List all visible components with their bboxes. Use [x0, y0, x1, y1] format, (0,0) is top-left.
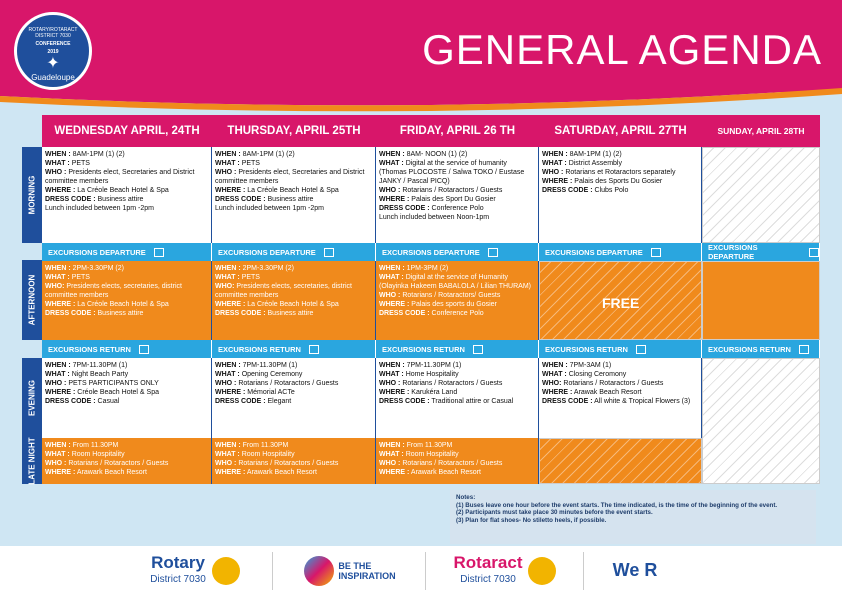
excursion-band: EXCURSIONS DEPARTURE: [539, 243, 702, 261]
map-icon: [154, 248, 164, 257]
excursion-band: EXCURSIONS DEPARTURE: [42, 243, 212, 261]
day-header: SATURDAY, APRIL 27TH: [539, 115, 702, 147]
map-icon: [324, 248, 334, 257]
bus-icon: [139, 345, 149, 354]
day-header: WEDNESDAY APRIL, 24TH: [42, 115, 212, 147]
excursion-band: EXCURSIONS RETURN: [539, 340, 702, 358]
late-night-cell: WHEN : From 11.30PM WHAT : Room Hospitality WHO : Rotarians / Rotaractors / Guests WHERE : Arawark Beach Resort: [42, 438, 212, 484]
excursion-band: EXCURSIONS RETURN: [702, 340, 820, 358]
morning-cell: WHEN : 8AM-1PM (1) (2) WHAT : PETS WHO : Presidents elect, Secretaries and District committee members WHERE : La Créole Beach Hotel & Spa DRESS CODE : Business attire Lunch included between 1pm -2pm: [212, 147, 376, 243]
morning-cell: WHEN : 8AM- NOON (1) (2) WHAT : Digital at the service of humanity (Thomas PLOCOSTE / Salwa TOKO / Eustase JANKY / Pascal PICQ) WHO : Rotarians / Rotaractors / Guests WHERE : Palais des Sport Du Gosier DRESS CODE : Conference Polo Lunch included between Noon-1pm: [376, 147, 539, 243]
rotaract-wheel-icon: [528, 557, 556, 585]
divider: [425, 552, 426, 590]
period-label: MORNING: [22, 147, 42, 243]
excursion-band: EXCURSIONS DEPARTURE: [702, 243, 820, 261]
excursion-band: EXCURSIONS DEPARTURE: [212, 243, 376, 261]
day-header: THURSDAY, APRIL 25TH: [212, 115, 376, 147]
afternoon-cell: WHEN : 2PM-3.30PM (2) WHAT : PETS WHO: Presidents elects, secretaries, district committee members WHERE : La Créole Beach Hotel & Spa DRESS CODE : Business attire: [212, 261, 376, 340]
footer-sponsors: [0, 546, 842, 595]
empty-cell: [702, 358, 820, 484]
period-label: AFTERNOON: [22, 260, 42, 340]
map-icon: [488, 248, 498, 257]
late-night-cell: WHEN : From 11.30PM WHAT : Room Hospitality WHO : Rotarians / Rotaractors / Guests WHERE : Arawark Beach Resort: [376, 438, 539, 484]
afternoon-cell: WHEN : 1PM-3PM (2) WHAT : Digital at the service of Humanity (Olayinka Hakeem BABALOLA / Lilian THURAM) WHO : Rotarians / Rotaractors/ Guests WHERE : Palais des sports du Gosier DRESS CODE : Conference Polo: [376, 261, 539, 340]
excursion-band: EXCURSIONS RETURN: [376, 340, 539, 358]
bus-icon: [309, 345, 319, 354]
hummingbird-icon: ✦: [46, 55, 60, 72]
empty-cell: [539, 438, 702, 484]
rotaract-logo: Rotaract District 7030: [435, 546, 575, 595]
map-icon: [651, 248, 661, 257]
divider: [272, 552, 273, 590]
evening-cell: WHEN : 7PM-11.30PM (1) WHAT : Opening Ceremony WHO : Rotarians / Rotaractors / Guests WHERE : Mémorial ACTe DRESS CODE : Elegant: [212, 358, 376, 438]
morning-cell: WHEN : 8AM-1PM (1) (2) WHAT : PETS WHO : Presidents elect, Secretaries and District committee members WHERE : La Créole Beach Hotel & Spa DRESS CODE : Business attire Lunch included between 1pm -2pm: [42, 147, 212, 243]
morning-cell: WHEN : 8AM-1PM (1) (2) WHAT : District Assembly WHO : Rotarians et Rotaractors separately WHERE : Palais des Sports Du Gosier DRESS CODE : Clubs Polo: [539, 147, 702, 243]
bus-icon: [636, 345, 646, 354]
excursion-band: EXCURSIONS RETURN: [42, 340, 212, 358]
agenda-grid: [22, 115, 820, 487]
we-r-logo: We R: [612, 560, 658, 580]
bus-icon: [473, 345, 483, 354]
evening-cell: WHEN : 7PM-11.30PM (1) WHAT : Home Hospitality WHO : Rotarians / Rotaractors / Guests WHERE : Karukéra Land DRESS CODE : Traditional attire or Casual: [376, 358, 539, 438]
map-icon: [809, 248, 819, 257]
empty-cell: [702, 261, 820, 340]
rotary-logo: Rotary District 7030: [130, 546, 260, 595]
excursion-band: EXCURSIONS DEPARTURE: [376, 243, 539, 261]
evening-cell: WHEN : 7PM-3AM (1) WHAT : Closing Ceromony WHO: Rotarians / Rotaractors / Guests WHERE : Arawak Beach Resort DRESS CODE : All white & Tropical Flowers (3): [539, 358, 702, 438]
day-header: FRIDAY, APRIL 26 TH: [376, 115, 539, 147]
period-label: EVENING: [22, 358, 42, 438]
bus-icon: [799, 345, 809, 354]
be-the-inspiration-logo: BE THE INSPIRATION: [285, 546, 415, 595]
late-night-cell: WHEN : From 11.30PM WHAT : Room Hospitality WHO : Rotarians / Rotaractors / Guests WHERE : Arawark Beach Resort: [212, 438, 376, 484]
inspiration-icon: [304, 556, 334, 586]
rotary-wheel-icon: [212, 557, 240, 585]
free-label: FREE: [602, 295, 640, 311]
period-label: LATE NIGHT: [22, 438, 42, 484]
empty-cell: [702, 147, 820, 243]
afternoon-cell: WHEN : 2PM-3.30PM (2) WHAT : PETS WHO: Presidents elects, secretaries, district committee members WHERE : La Créole Beach Hotel & Spa DRESS CODE : Business attire: [42, 261, 212, 340]
day-header: SUNDAY, APRIL 28TH: [702, 115, 820, 147]
notes-box: Notes: (1) Buses leave one hour before the event starts. The time indicated, is the time of the beginning of the event. (2) Participants must take place 30 minutes before the event starts. (3) Plan for flat shoes- No stiletto heels, if possible.: [450, 490, 816, 544]
page-title: GENERAL AGENDA: [422, 26, 822, 73]
excursion-band: EXCURSIONS RETURN: [212, 340, 376, 358]
divider: [583, 552, 584, 590]
conference-logo: ROTARY/ROTARACT DISTRICT 7030 CONFERENCE 2019 ✦ Guadeloupe: [14, 12, 92, 90]
evening-cell: WHEN : 7PM-11.30PM (1) WHAT : Night Beach Party WHO : PETS PARTICIPANTS ONLY WHERE : Créole Beach Hotel & Spa DRESS CODE : Casual: [42, 358, 212, 438]
header-wave: [0, 78, 842, 118]
